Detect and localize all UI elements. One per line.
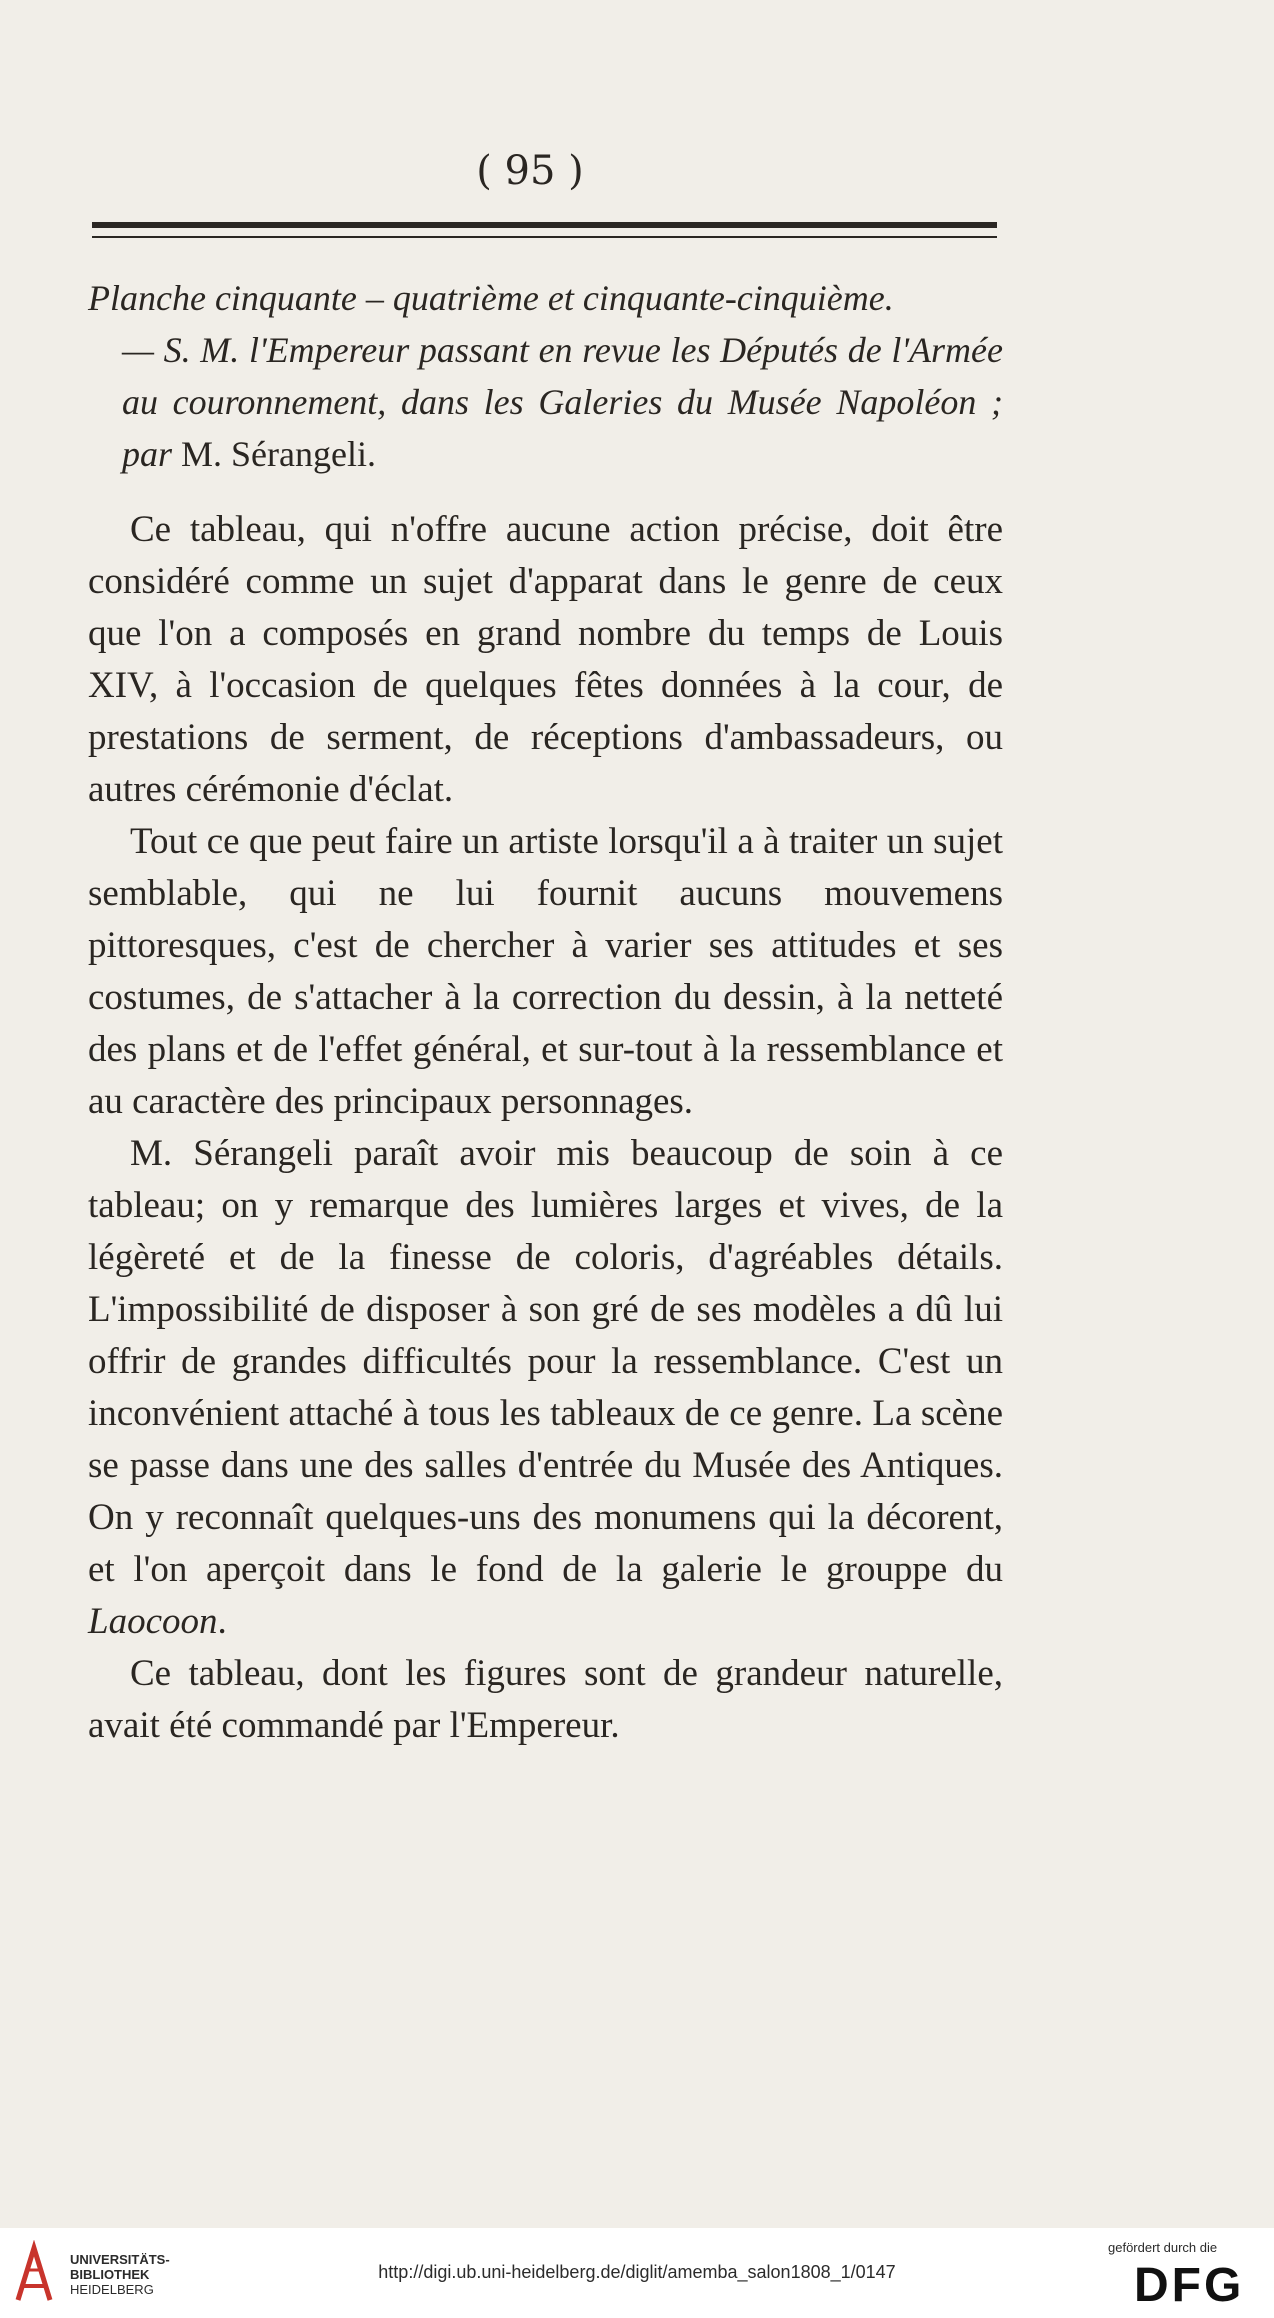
page-number: ( 95 )	[476, 148, 584, 194]
sponsor-label: gefördert durch die	[1108, 2240, 1218, 2255]
body-text	[88, 504, 1003, 1752]
header-rule-thick	[92, 222, 997, 228]
paragraph-4: Ce tableau, dont les figures sont de grandeur naturelle, avait été commandé par l'Empereur.	[88, 1653, 1003, 1746]
plate-caption	[88, 272, 1003, 480]
caption-body	[88, 324, 1003, 480]
caption-subject: — S. M. l'Empereur passant en revue les Députés de l'Armée au couronnement, dans les Galeries du Musée Napoléon ; par	[122, 330, 1003, 474]
library-line-1: UNIVERSITÄTS-	[70, 2252, 170, 2267]
paragraph-1: Ce tableau, qui n'offre aucune action précise, doit être considéré comme un sujet d'apparat dans le genre de ceux que l'on a composés en grand nombre du temps de Louis XIV, à l'occasion de quelques fêtes données à la cour, de prestations de serment, de réceptions d'ambassadeurs, ou autres cérémonie d'éclat.	[88, 509, 1003, 810]
dfg-logo: DFG	[1134, 2259, 1245, 2312]
paragraph-3-end: .	[217, 1601, 227, 1642]
caption-title: Planche cinquante – quatrième et cinquante-cinquième.	[88, 278, 894, 318]
library-line-2: BIBLIOTHEK	[70, 2267, 150, 2282]
caption-artist: M. Sérangeli.	[181, 434, 376, 474]
permalink-url[interactable]: http://digi.ub.uni-heidelberg.de/diglit/amemba_salon1808_1/0147	[378, 2262, 896, 2282]
paragraph-2: Tout ce que peut faire un artiste lorsqu'il a à traiter un sujet semblable, qui ne lui fournit aucuns mouvemens pittoresques, c'est de chercher à varier ses attitudes et ses costumes, de s'attacher à la correction du dessin, à la netteté des plans et de l'effet général, et sur-tout à la ressemblance et au caractère des principaux personnages.	[88, 821, 1003, 1122]
laocoon-title: Laocoon	[88, 1601, 218, 1642]
library-line-3: HEIDELBERG	[70, 2282, 154, 2297]
header-rule-thin	[92, 236, 997, 238]
paragraph-3	[88, 1128, 1003, 1648]
paragraph-3-text: M. Sérangeli paraît avoir mis beaucoup de soin à ce tableau; on y remarque des lumières larges et vives, de la légèreté et de la finesse de coloris, d'agréables détails. L'impossibilité de disposer à son gré de ses modèles a dû lui offrir de grandes difficultés pour la ressemblance. C'est un inconvénient attaché à tous les tableaux de ce genre. La scène se passe dans une des salles d'entrée du Musée des Antiques. On y reconnaît quelques-uns des monumens qui la décorent, et l'on aperçoit dans le fond de la galerie le grouppe du	[88, 1133, 1003, 1590]
